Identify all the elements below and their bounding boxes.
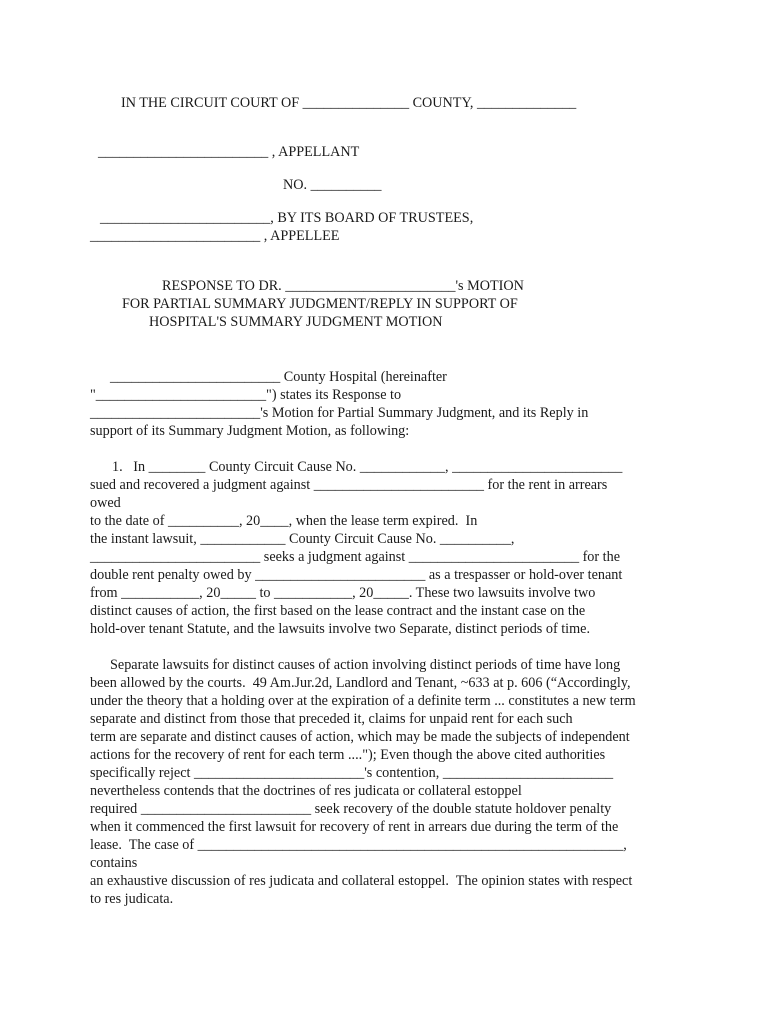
paragraph-2-line: Separate lawsuits for distinct causes of action involving distinct periods of time have long: [110, 657, 621, 673]
paragraph-1-line: double rent penalty owed by ________________________ as a trespasser or hold-over tenant: [90, 567, 623, 583]
paragraph-2-line: separate and distinct from those that preceded it, claims for unpaid rent for each such: [90, 711, 573, 727]
paragraph-2-line: required ________________________ seek recovery of the double statute holdover penalty: [90, 801, 612, 817]
case-number-line: NO. __________: [283, 177, 382, 193]
paragraph-2-line: lease. The case of ____________________________________________________________,: [90, 837, 627, 853]
intro-line: ________________________ County Hospital (hereinafter: [110, 369, 447, 385]
paragraph-1-line: sued and recovered a judgment against ________________________ for the rent in arrears: [90, 477, 608, 493]
intro-line: "________________________") states its Response to: [90, 387, 402, 403]
paragraph-2-line: to res judicata.: [90, 891, 174, 907]
paragraph-2-line: when it commenced the first lawsuit for recovery of rent in arrears due during the term of the: [90, 819, 619, 835]
paragraph-2-line: actions for the recovery of rent for each term ...."); Even though the above cited authorities: [90, 747, 606, 763]
paragraph-2-line: an exhaustive discussion of res judicata and collateral estoppel. The opinion states with respect: [90, 873, 633, 889]
court-caption-line: IN THE CIRCUIT COURT OF _______________ COUNTY, ______________: [121, 95, 577, 111]
document-title-line-3: HOSPITAL'S SUMMARY JUDGMENT MOTION: [149, 314, 443, 330]
intro-line: ________________________'s Motion for Partial Summary Judgment, and its Reply in: [90, 405, 589, 421]
paragraph-2-line: nevertheless contends that the doctrines of res judicata or collateral estoppel: [90, 783, 522, 799]
document-title-line-1: RESPONSE TO DR. ________________________'s MOTION: [162, 278, 524, 294]
paragraph-1-line: to the date of __________, 20____, when the lease term expired. In: [90, 513, 478, 529]
paragraph-2-line: been allowed by the courts. 49 Am.Jur.2d, Landlord and Tenant, ~633 at p. 606 (“Accordingly,: [90, 675, 631, 691]
paragraph-1-line: owed: [90, 495, 121, 511]
paragraph-2-line: specifically reject ________________________'s contention, ________________________: [90, 765, 614, 781]
appellant-line: ________________________ , APPELLANT: [98, 144, 360, 160]
paragraph-2-line: contains: [90, 855, 138, 871]
paragraph-2-line: term are separate and distinct causes of action, which may be made the subjects of independent: [90, 729, 630, 745]
paragraph-1-line: from ___________, 20_____ to ___________, 20_____. These two lawsuits involve two: [90, 585, 596, 601]
paragraph-2-line: under the theory that a holding over at the expiration of a definite term ... constitutes a new term: [90, 693, 636, 709]
trustees-line: ________________________, BY ITS BOARD OF TRUSTEES,: [100, 210, 474, 226]
paragraph-1-line: 1. In ________ County Circuit Cause No. ____________, ________________________: [112, 459, 623, 475]
paragraph-1-line: ________________________ seeks a judgment against ________________________ for the: [90, 549, 621, 565]
paragraph-1-line: distinct causes of action, the first based on the lease contract and the instant case on the: [90, 603, 586, 619]
document-title-line-2: FOR PARTIAL SUMMARY JUDGMENT/REPLY IN SUPPORT OF: [122, 296, 518, 312]
intro-line: support of its Summary Judgment Motion, as following:: [90, 423, 410, 439]
appellee-line: ________________________ , APPELLEE: [90, 228, 340, 244]
paragraph-1-line: hold-over tenant Statute, and the lawsuits involve two Separate, distinct periods of time.: [90, 621, 590, 637]
paragraph-1-line: the instant lawsuit, ____________ County Circuit Cause No. __________,: [90, 531, 515, 547]
